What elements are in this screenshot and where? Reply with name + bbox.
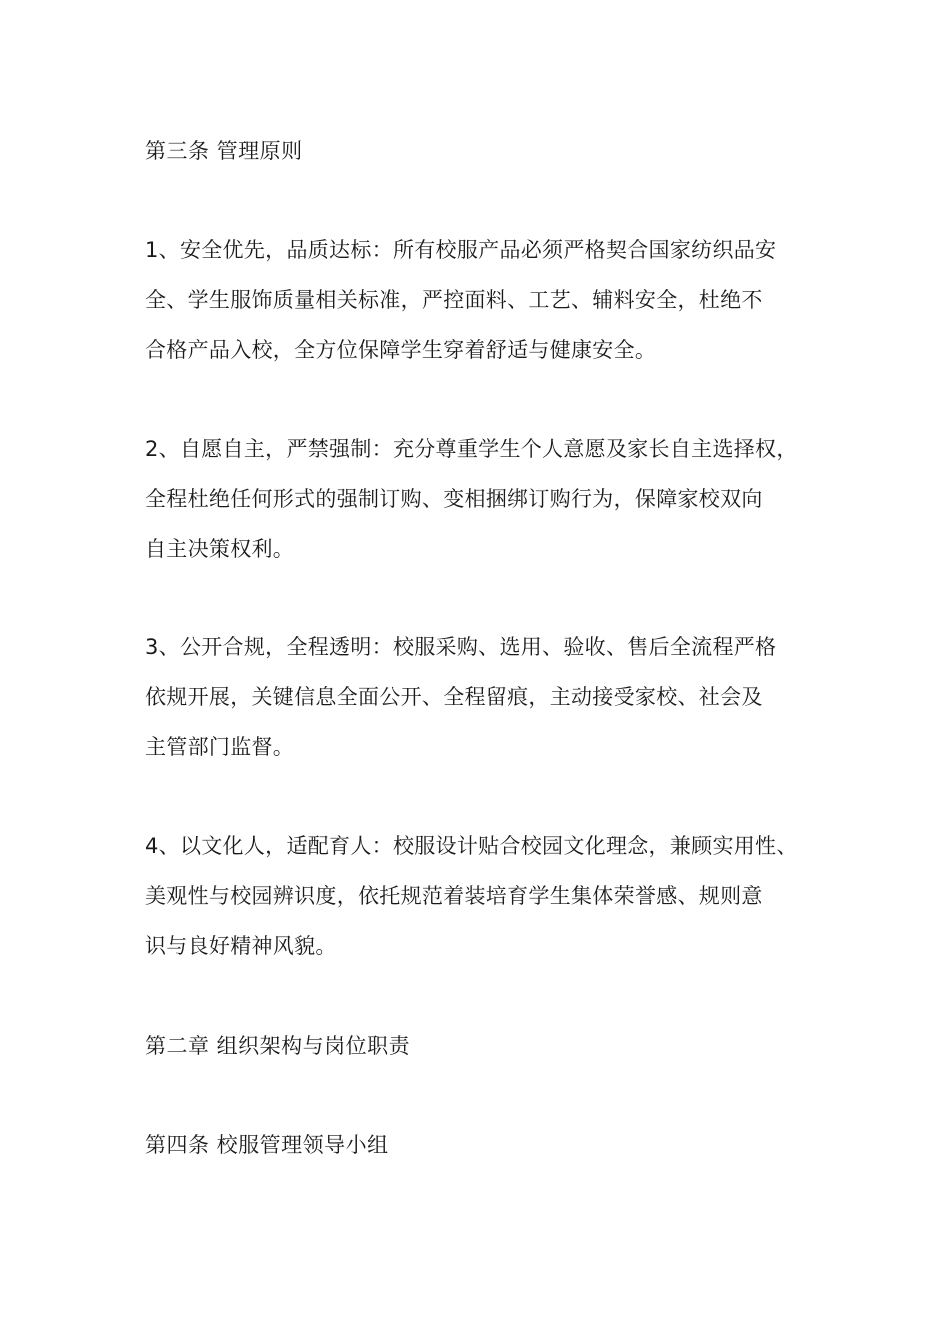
article-3-heading: 第三条 管理原则 xyxy=(145,139,303,163)
principle-2-line-1: 2、自愿自主，严禁强制：充分尊重学生个人意愿及家长自主选择权， xyxy=(145,437,798,461)
principle-4-line-2: 美观性与校园辨识度，依托规范着装培育学生集体荣誉感、规则意 xyxy=(145,884,763,908)
chapter-2-heading: 第二章 组织架构与岗位职责 xyxy=(145,1034,411,1058)
principle-3-line-1: 3、公开合规，全程透明：校服采购、选用、验收、售后全流程严格 xyxy=(145,635,777,659)
principle-1-line-2: 全、学生服饰质量相关标准，严控面料、工艺、辅料安全，杜绝不 xyxy=(145,288,763,312)
principle-2-line-3: 自主决策权利。 xyxy=(145,537,295,561)
principle-3-line-3: 主管部门监督。 xyxy=(145,735,295,759)
principle-2-line-2: 全程杜绝任何形式的强制订购、变相捆绑订购行为，保障家校双向 xyxy=(145,487,763,511)
principle-1-line-3: 合格产品入校，全方位保障学生穿着舒适与健康安全。 xyxy=(145,338,657,362)
principle-4-line-1: 4、以文化人，适配育人：校服设计贴合校园文化理念，兼顾实用性、 xyxy=(145,834,798,858)
principle-4-line-3: 识与良好精神风貌。 xyxy=(145,934,337,958)
principle-3-line-2: 依规开展，关键信息全面公开、全程留痕，主动接受家校、社会及 xyxy=(145,685,763,709)
principle-1-line-1: 1、安全优先，品质达标：所有校服产品必须严格契合国家纺织品安 xyxy=(145,238,777,262)
article-4-heading: 第四条 校服管理领导小组 xyxy=(145,1133,389,1157)
